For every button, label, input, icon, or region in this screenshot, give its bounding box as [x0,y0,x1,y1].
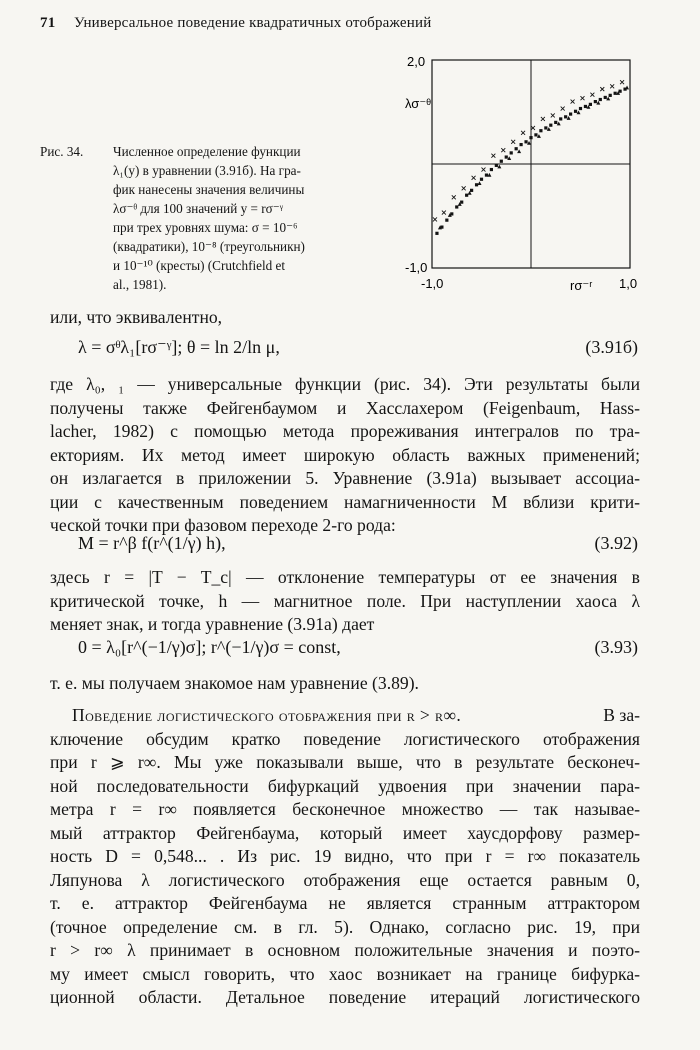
data-point-square [614,92,617,95]
caption-line: al., 1981). [113,277,167,292]
caption-line: λ₁(y) в уравнении (3.91б). На гра- [113,163,301,178]
data-point-cross [501,148,505,152]
data-point-cross [491,154,495,158]
text-line: критической точке, h — магнитное поле. При наступлении хаоса λ [50,590,640,611]
equation-expression: 0 = λ₀[r^(−1/γ)σ]; r^(−1/γ)σ = const, [78,637,341,657]
section-run-in-heading: Поведение логистического отображения при r > r∞. [72,705,462,725]
equation-expression: λ = σᶿλ₁[rσ⁻ᵞ]; θ = ln 2/ln μ, [78,337,280,357]
data-point-square [584,105,587,108]
equation-number: (3.92) [594,533,638,553]
data-point-square [524,140,527,143]
paragraph-1: или, что эквивалентно, [50,307,223,327]
paragraph-3 [50,566,640,637]
data-point-square [549,124,552,127]
text-line: ции с качественным поведением намагниченности M вблизи крити- [50,491,640,512]
caption-line: Численное определение функции [113,144,301,159]
equation-3-92 [78,533,638,557]
data-point-square [609,94,612,97]
page-number: 71 [40,15,56,31]
equation-number: (3.93) [594,637,638,657]
data-point-square [435,232,438,235]
y-tick-bottom: -1,0 [405,260,428,275]
data-point-cross [442,211,446,215]
equation-3-91b [78,337,638,361]
data-point-square [490,168,493,171]
data-point-cross [551,113,555,117]
text-line: ческой точки при фазовом переходе 2-го рода: [50,515,396,535]
y-axis-label: λσ⁻ᶿ [405,96,431,111]
text-line: му имеет смысл говорить, что хаос возникает на границе бифурка- [50,963,640,984]
data-point-square [505,155,508,158]
data-point-square [500,160,503,163]
text-line: здесь r = |T − T_c| — отклонение температуры от ее значения в [50,567,640,587]
data-point-square [589,103,592,106]
data-point-square [599,98,602,101]
data-point-square [480,178,483,181]
data-point-square [579,107,582,110]
scatter-chart [395,50,645,295]
data-point-square [510,151,513,154]
caption-line: при трех уровнях шума: σ = 10⁻⁶ [113,220,298,235]
caption-line: и 10⁻¹⁰ (кресты) (Crutchfield et [113,258,286,273]
data-point-cross [620,80,624,84]
data-point-square [604,96,607,99]
text-fragment: В за- [603,705,640,725]
data-point-square [554,121,557,124]
x-tick-left: -1,0 [421,276,444,291]
figure-label: Рис. 34. [40,144,84,159]
data-point-square [574,110,577,113]
text-line: ной последовательности бифуркаций удвоения при значении пара- [50,775,640,796]
text-line: ключение обсудим кратко поведение логистического отображения [50,728,640,749]
text-line: (точное определение см. в гл. 5). Однако, согласно рис. 19, при [50,916,640,937]
text-line: т. е. аттрактор Фейгенбаума не является странным аттрактором [50,893,640,913]
data-point-cross [462,186,466,190]
x-axis-label: rσ⁻ʳ [570,278,593,293]
text-line: меняет знак, и тогда уравнение (3.91а) дает [50,614,375,634]
caption-line: фик нанесены значения величины [113,182,305,197]
data-point-cross [452,195,456,199]
text-line: метра r = r∞ появляется бесконечное множество — так называе- [50,799,640,819]
text-line [50,704,640,728]
text-line: r > r∞ λ принимает в основном положительные значения и поэто- [50,940,640,960]
text-line: где λ₀, ₁ — универсальные функции (рис. 34). Эти результаты были [50,374,640,394]
data-point-cross [481,168,485,172]
data-point-square [445,219,448,222]
caption-line: λσ⁻ᶿ для 100 значений y = rσ⁻ᵞ [113,201,284,216]
text-line: он излагается в приложении 5. Уравнение (3.91а) вызывает ассоциа- [50,468,640,488]
data-point-cross [521,131,525,135]
data-point-square [495,164,498,167]
data-point-triangle [478,181,482,185]
data-point-cross [600,87,604,91]
paragraph-5 [50,704,640,1010]
text-line: получены также Фейгенбаумом и Хасслахером (Feigenbaum, Hass- [50,397,640,418]
equation-3-93 [78,637,638,661]
data-point-square [529,136,532,139]
data-point-triangle [625,86,629,90]
data-point-square [594,100,597,103]
data-point-square [539,129,542,132]
equation-expression: M = r^β f(r^(1/γ) h), [78,533,226,553]
text-line: мый аттрактор Фейгенбаума, который имеет хаусдорфову размер- [50,822,640,843]
data-point-cross [541,117,545,121]
data-point-square [460,201,463,204]
data-point-square [544,126,547,129]
data-point-square [485,173,488,176]
data-point-square [559,117,562,120]
paragraph-2 [50,373,640,538]
running-title: Универсальное поведение квадратичных отображений [73,15,432,31]
data-point-square [564,115,567,118]
x-tick-right: 1,0 [619,276,638,291]
data-point-square [534,133,537,136]
data-point-square [520,143,523,146]
data-point-cross [433,217,437,221]
text-line: ционной области. Детальное поведение итераций логистического [50,987,640,1007]
data-point-cross [590,93,594,97]
caption-line: (квадратики), 10⁻⁸ (треугольникн) [113,239,305,254]
figure-caption-text [113,142,353,294]
text-line: lacher, 1982) с помощью метода прореживания интегралов по тра- [50,421,640,441]
data-point-cross [580,96,584,100]
text-line: ность D = 0,548... . Из рис. 19 видно, что при r = r∞ показатель [50,846,640,866]
data-point-cross [531,126,535,130]
data-point-cross [561,107,565,111]
data-point-cross [571,100,575,104]
data-point-square [619,90,622,93]
figure-caption [40,142,360,294]
running-header [40,15,431,32]
text-line: Ляпунова λ логистического отображения еще остается равным 0, [50,869,640,890]
paragraph-4: т. е. мы получаем знакомое нам уравнение (3.89). [50,673,419,693]
data-point-cross [511,140,515,144]
equation-number: (3.91б) [585,337,638,357]
data-point-square [470,189,473,192]
data-point-square [455,205,458,208]
y-tick-top: 2,0 [407,54,426,69]
data-point-square [569,112,572,115]
data-point-square [515,147,518,150]
data-point-cross [472,176,476,180]
data-point-square [465,194,468,197]
text-line: екториям. Их метод имеет широкую область важных применений; [50,444,640,465]
data-point-cross [610,84,614,88]
text-line: при r ⩾ r∞. Мы уже показывали выше, что в результате бесконеч- [50,752,640,772]
